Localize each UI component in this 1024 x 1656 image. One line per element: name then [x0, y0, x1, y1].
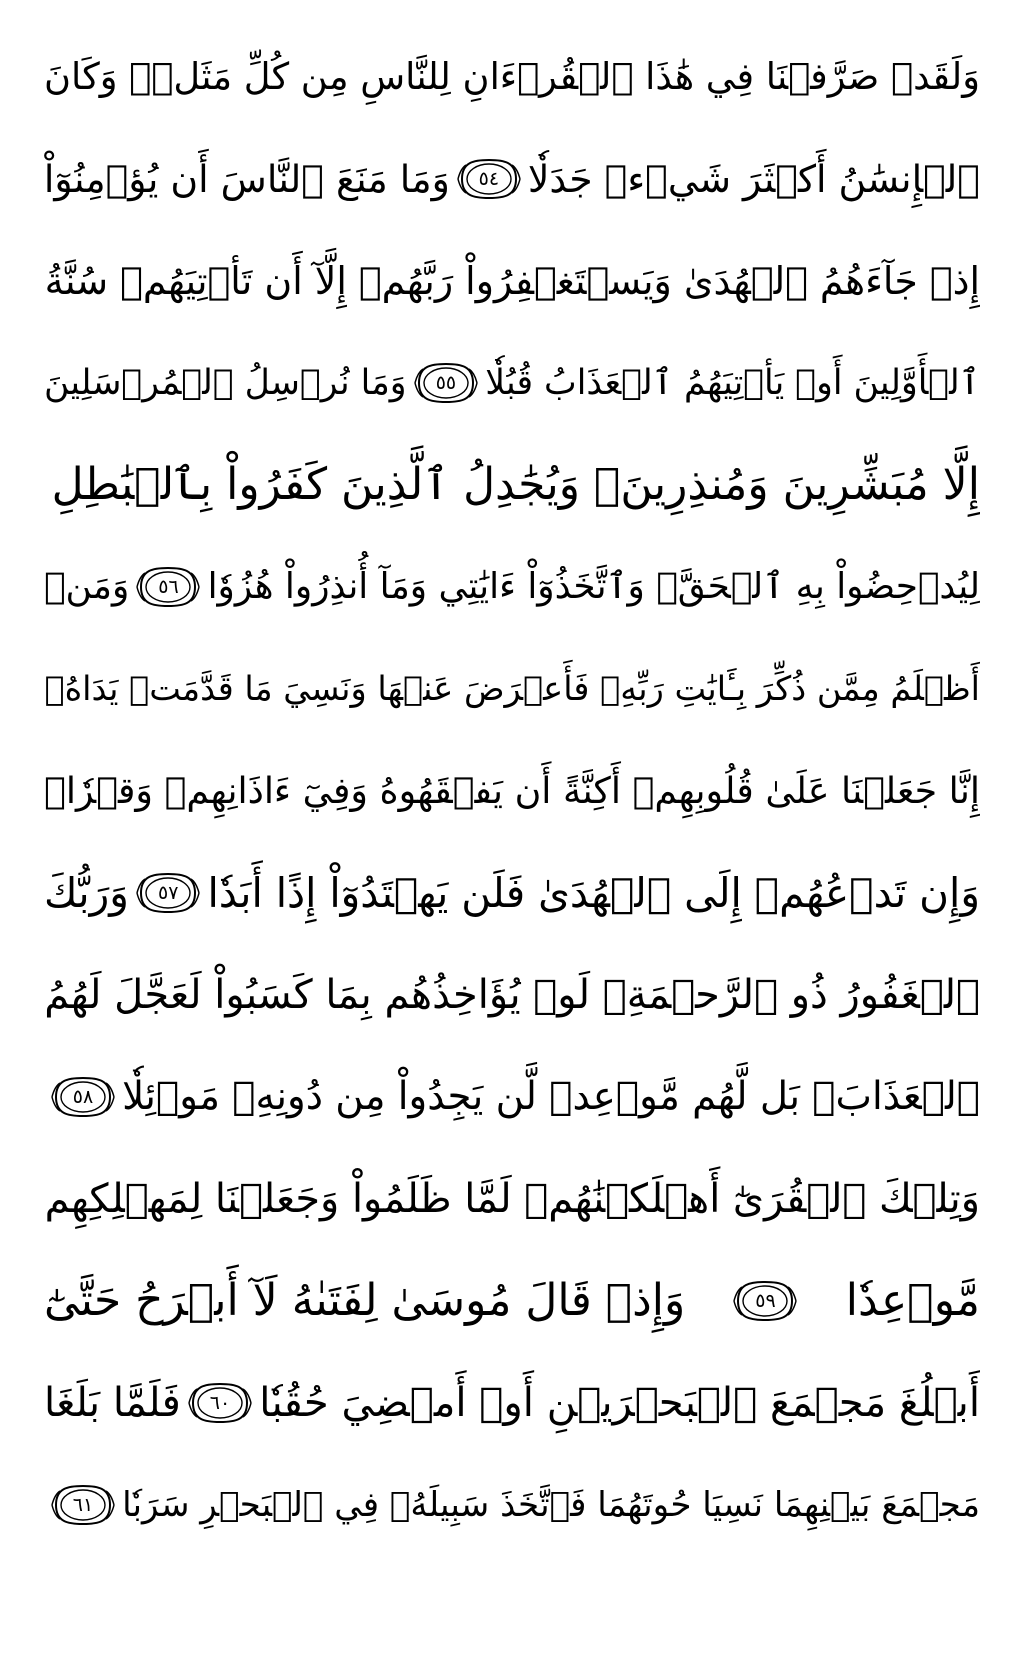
text-line [44, 1352, 980, 1454]
verse-text: وَمَا نُرۡسِلُ ٱلۡمُرۡسَلِينَ [44, 363, 407, 403]
ayah-end-marker [135, 868, 201, 918]
ayah-number: ٥٨ [72, 1086, 94, 1108]
ayah-number: ٥٥ [435, 372, 457, 394]
ayah-number: ٥٧ [157, 882, 179, 904]
verse-text: ٱلۡأَوَّلِينَ أَوۡ يَأۡتِيَهُمُ ٱلۡعَذَابُ قُبُلٗا [485, 363, 980, 403]
ayah-number: ٥٦ [158, 576, 179, 598]
verse-text: فَلَمَّا بَلَغَا [44, 1380, 181, 1426]
verse-text: أَبۡلُغَ مَجۡمَعَ ٱلۡبَحۡرَيۡنِ أَوۡ أَمۡضِيَ حُقُبٗا [259, 1380, 980, 1426]
ayah-end-marker [50, 1480, 116, 1530]
verse-text: مَجۡمَعَ بَيۡنِهِمَا نَسِيَا حُوتَهُمَا فَٱتَّخَذَ سَبِيلَهُۥ فِي ٱلۡبَحۡرِ سَرَبٗا [122, 1485, 980, 1525]
text-line [44, 740, 980, 842]
text-line [44, 638, 980, 740]
verse-text: أَظۡلَمُ مِمَّن ذُكِّرَ بِـَٔايَٰتِ رَبِّهِۦ فَأَعۡرَضَ عَنۡهَا وَنَسِيَ مَا قَدَّمَتۡ يَدَاهُۚ [44, 669, 980, 708]
verse-text: إِنَّا جَعَلۡنَا عَلَىٰ قُلُوبِهِمۡ أَكِنَّةً أَن يَفۡقَهُوهُ وَفِيٓ ءَاذَانِهِمۡ وَقۡرٗاۖ [44, 769, 980, 812]
ayah-end-marker [732, 1276, 798, 1326]
verse-text: وَرَبُّكَ [44, 869, 129, 917]
text-line [44, 1250, 980, 1352]
verse-text: مَّوۡعِدٗا [845, 1275, 980, 1326]
text-line [44, 434, 980, 536]
text-line [44, 230, 980, 332]
ayah-number: ٦٠ [209, 1392, 231, 1414]
text-line [44, 332, 980, 434]
verse-text: ٱلۡعَذَابَۚ بَل لَّهُم مَّوۡعِدٞ لَّن يَجِدُواْ مِن دُونِهِۦ مَوۡئِلٗا [122, 1074, 980, 1119]
verse-text: ٱلۡإِنسَٰنُ أَكۡثَرَ شَيۡءٖ جَدَلٗا [527, 157, 980, 201]
verse-text: إِلَّا مُبَشِّرِينَ وَمُنذِرِينَۚ وَيُجَٰدِلُ ٱلَّذِينَ كَفَرُواْ بِٱلۡبَٰطِلِ [51, 459, 980, 510]
text-line [44, 1454, 980, 1556]
verse-text: وَمَا مَنَعَ ٱلنَّاسَ أَن يُؤۡمِنُوٓاْ [44, 157, 450, 201]
ayah-end-marker [50, 1072, 116, 1122]
text-line [44, 536, 980, 638]
verse-text: وَمَنۡ [44, 566, 130, 607]
verse-text: ٱلۡغَفُورُ ذُو ٱلرَّحۡمَةِۖ لَوۡ يُؤَاخِذُهُم بِمَا كَسَبُواْ لَعَجَّلَ لَهُمُ [44, 972, 980, 1018]
verse-text: وَإِذۡ قَالَ مُوسَىٰ لِفَتَىٰهُ لَآ أَبۡرَحُ حَتَّىٰٓ [44, 1275, 686, 1326]
text-line [44, 944, 980, 1046]
ayah-number: ٥٤ [478, 168, 500, 190]
text-line [44, 26, 980, 128]
ayah-number: ٥٩ [755, 1290, 776, 1312]
text-line [44, 128, 980, 230]
text-line [44, 1148, 980, 1250]
text-line [44, 1046, 980, 1148]
verse-text: لِيُدۡحِضُواْ بِهِ ٱلۡحَقَّۖ وَٱتَّخَذُوٓاْ ءَايَٰتِي وَمَآ أُنذِرُواْ هُزُوٗا [207, 566, 980, 607]
verse-text: إِذۡ جَآءَهُمُ ٱلۡهُدَىٰ وَيَسۡتَغۡفِرُواْ رَبَّهُمۡ إِلَّآ أَن تَأۡتِيَهُمۡ سُنَّةُ [44, 259, 980, 303]
ayah-end-marker [187, 1378, 253, 1428]
ayah-end-marker [135, 562, 201, 612]
ayah-number: ٦١ [72, 1494, 94, 1516]
ayah-end-marker [413, 358, 479, 408]
verse-text: وَإِن تَدۡعُهُمۡ إِلَى ٱلۡهُدَىٰ فَلَن يَهۡتَدُوٓاْ إِذًا أَبَدٗا [207, 869, 980, 917]
verse-text: وَتِلۡكَ ٱلۡقُرَىٰٓ أَهۡلَكۡنَٰهُمۡ لَمَّا ظَلَمُواْ وَجَعَلۡنَا لِمَهۡلِكِهِم [44, 1176, 980, 1222]
ayah-end-marker [456, 154, 522, 204]
verse-text: وَلَقَدۡ صَرَّفۡنَا فِي هَٰذَا ٱلۡقُرۡءَانِ لِلنَّاسِ مِن كُلِّ مَثَلٖۚ وَكَانَ [44, 55, 980, 98]
text-line [44, 842, 980, 944]
